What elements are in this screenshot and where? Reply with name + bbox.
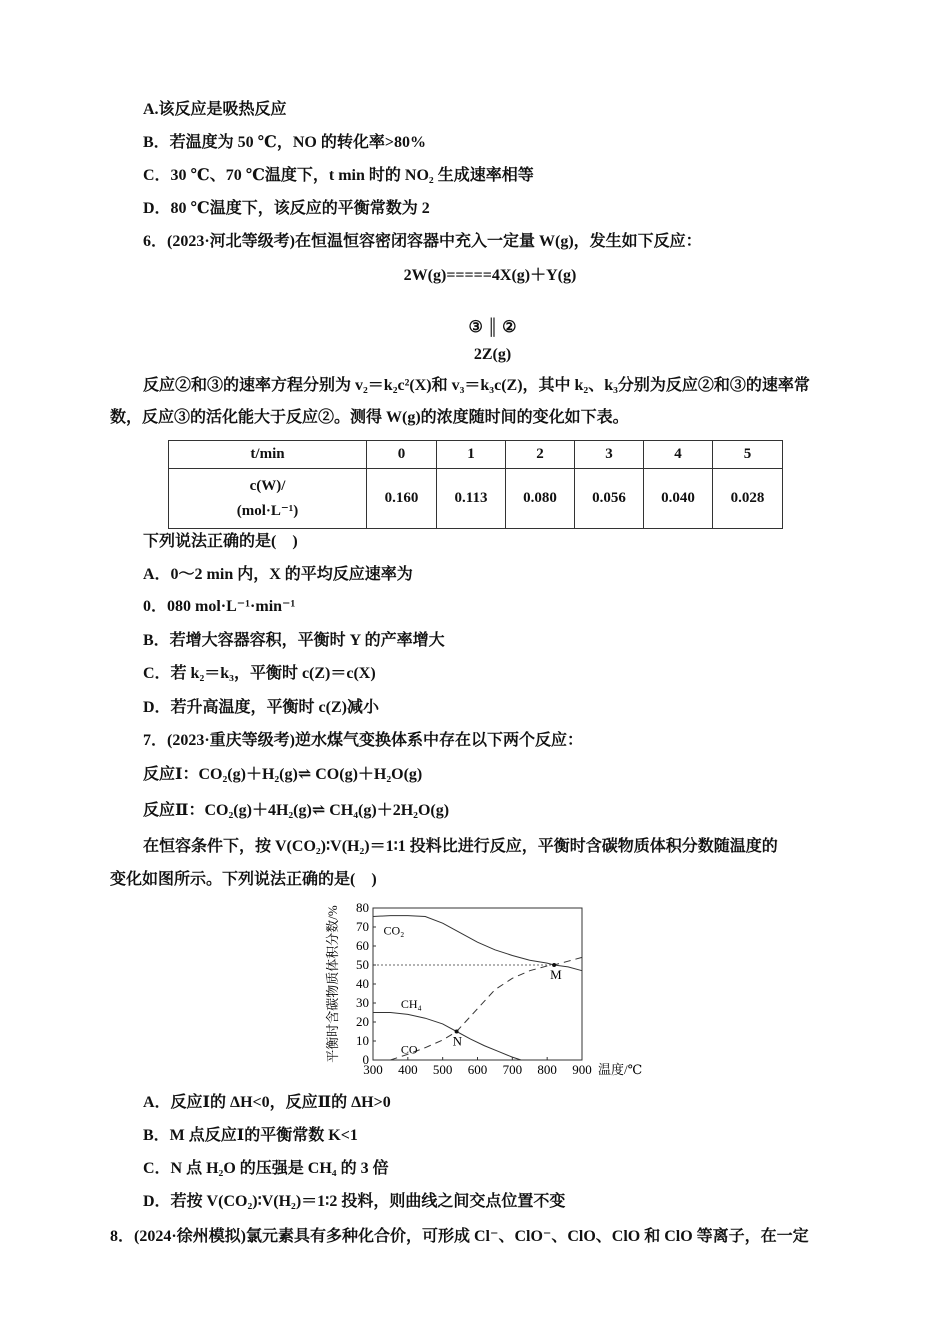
x-tick-label: 800	[537, 1062, 557, 1077]
q7-reaction-2: 反应Ⅱ：CO₂(g)＋4H₂(g)⇌ CH₄(g)＋2H₂O(g)	[143, 802, 450, 819]
q7-reaction-1: 反应Ⅰ：CO₂(g)＋H₂(g)⇌ CO(g)＋H₂O(g)	[143, 766, 423, 783]
point-label-N: N	[452, 1033, 462, 1049]
q6-option-a-cont: 0．080 mol·L⁻¹·min⁻¹	[143, 598, 296, 615]
time-cell: 3	[575, 441, 644, 469]
q7-text-1: 在恒容条件下，按 V(CO₂)∶V(H₂)＝1∶1 投料比进行反应，平衡时含碳物质体积分数随温度的	[143, 838, 778, 855]
header-line: (mol·L⁻¹)	[236, 502, 299, 519]
x-tick-label: 400	[398, 1062, 418, 1077]
q6-option-a: A．0～2 min 内，X 的平均反应速率为	[143, 566, 413, 583]
y-tick-label: 40	[356, 976, 369, 991]
time-cell: 4	[644, 441, 713, 469]
time-cell: 0	[367, 441, 437, 469]
value-cell: 0.040	[644, 469, 713, 529]
concentration-table	[168, 440, 783, 529]
x-tick-label: 500	[432, 1062, 453, 1077]
series-line-CO₂	[373, 916, 582, 971]
q6-equation-bottom: 2Z(g)	[473, 346, 512, 363]
x-axis-label: 温度/℃	[598, 1062, 643, 1077]
y-axis-label: 平衡时含碳物质体积分数/%	[325, 905, 340, 1063]
q5-option-d: D．80 ℃温度下，该反应的平衡常数为 2	[143, 200, 430, 217]
plot-frame	[373, 908, 582, 1060]
x-tick-label: 900	[572, 1062, 592, 1077]
x-tick-label: 300	[363, 1062, 383, 1077]
q5-option-c: C．30 ℃、70 ℃温度下，t min 时的 NO₂ 生成速率相等	[143, 167, 534, 184]
q7-stem: 7．(2023·重庆等级考)逆水煤气变换体系中存在以下两个反应：	[143, 732, 583, 749]
value-cell: 0.113	[437, 469, 506, 529]
q7-option-a: A．反应Ⅰ的 ΔH<0，反应Ⅱ的 ΔH>0	[143, 1094, 391, 1111]
y-tick-label: 60	[356, 938, 369, 953]
y-tick-label: 80	[356, 900, 369, 915]
q7-text-2: 变化如图所示。下列说法正确的是( )	[110, 871, 377, 888]
y-tick-label: 10	[356, 1033, 369, 1048]
q6-stem: 6．(2023·河北等级考)在恒温恒容密闭容器中充入一定量 W(g)，发生如下反应：	[143, 233, 702, 250]
time-cell: 1	[437, 441, 506, 469]
x-tick-label: 700	[502, 1062, 523, 1077]
value-cell: 0.028	[713, 469, 783, 529]
series-label-ch4: CH₄	[400, 996, 422, 1011]
q6-text-2: 数，反应③的活化能大于反应②。测得 W(g)的浓度随时间的变化如下表。	[110, 409, 629, 426]
q6-equation: 2W(g)=====4X(g)＋Y(g)	[403, 267, 577, 284]
y-tick-label: 30	[356, 995, 369, 1010]
q7-option-c: C．N 点 H₂O 的压强是 CH₄ 的 3 倍	[143, 1160, 389, 1177]
q6-option-c: C．若 k₂＝k₃，平衡时 c(Z)＝c(X)	[143, 665, 376, 682]
q7-option-d: D．若按 V(CO₂)∶V(H₂)＝1∶2 投料，则曲线之间交点位置不变	[143, 1193, 566, 1210]
header-line: c(W)/	[249, 477, 286, 494]
table-header-concentration	[169, 469, 367, 529]
x-tick-label: 600	[467, 1062, 488, 1077]
point-label-M: M	[550, 967, 562, 982]
q6-ask: 下列说法正确的是( )	[143, 533, 298, 550]
q6-equation-labels: ③ ║ ②	[468, 319, 517, 336]
q5-option-b: B．若温度为 50 ℃，NO 的转化率>80%	[143, 134, 426, 151]
q6-option-d: D．若升高温度，平衡时 c(Z)减小	[143, 699, 379, 716]
q6-option-b: B．若增大容器容积，平衡时 Y 的产率增大	[143, 632, 445, 649]
table-header-time: t/min	[169, 441, 367, 469]
value-cell: 0.160	[367, 469, 437, 529]
volume-fraction-chart	[320, 895, 660, 1085]
q5-option-a: A.该反应是吸热反应	[143, 101, 287, 118]
value-cell: 0.056	[575, 469, 644, 529]
series-label-co: CO	[400, 1042, 418, 1057]
q8-stem: 8．(2024·徐州模拟)氯元素具有多种化合价，可形成 Cl⁻、ClO⁻、ClO、ClO 和 ClO 等离子，在一定	[110, 1228, 809, 1245]
y-tick-label: 50	[356, 957, 369, 972]
time-cell: 5	[713, 441, 783, 469]
series-line-CH₄	[373, 1013, 521, 1061]
series-label-co2: CO₂	[383, 923, 405, 938]
y-tick-label: 0	[362, 1052, 369, 1067]
y-tick-label: 20	[356, 1014, 369, 1029]
q6-text-1: 反应②和③的速率方程分别为 v₂＝k₂c²(X)和 v₃＝k₃c(Z)，其中 k₂、k₃分别为反应②和③的速率常	[143, 377, 810, 394]
value-cell: 0.080	[506, 469, 575, 529]
y-tick-label: 70	[356, 919, 369, 934]
time-cell: 2	[506, 441, 575, 469]
q7-option-b: B．M 点反应Ⅰ的平衡常数 K<1	[143, 1127, 358, 1144]
